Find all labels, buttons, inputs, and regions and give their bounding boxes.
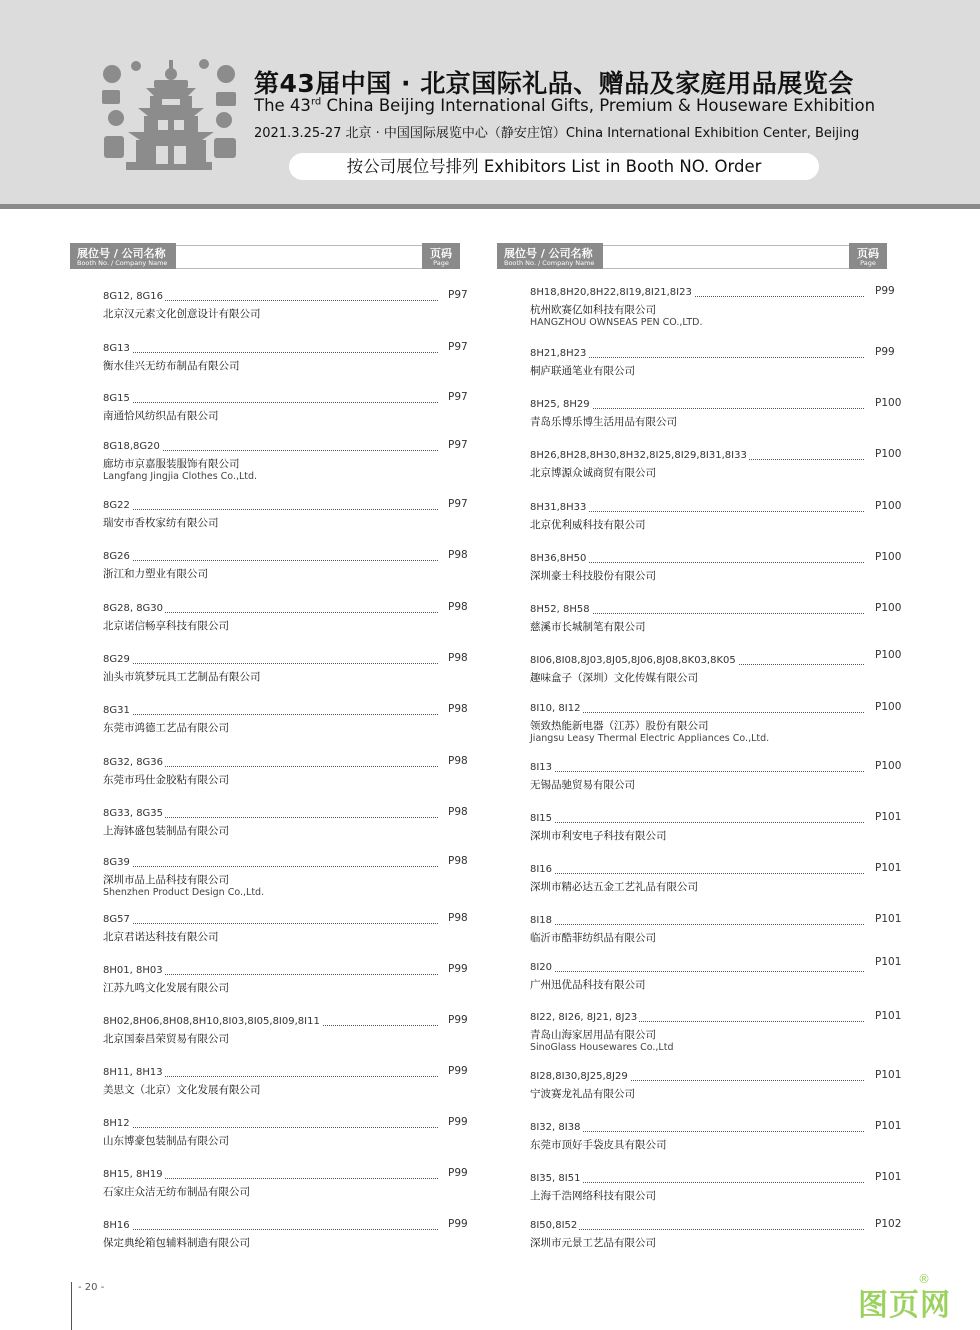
exhibition-logo-icon	[96, 52, 242, 176]
company-name-en: Jiangsu Leasy Thermal Electric Appliances Co.,Ltd.	[530, 733, 770, 744]
exhibitor-entry	[530, 604, 915, 648]
booth-number: 8I13	[530, 762, 553, 773]
company-name-cn: 瑞安市香枚家纺有限公司	[103, 517, 219, 529]
header-divider	[0, 204, 980, 209]
exhibitor-entry	[530, 1122, 915, 1166]
company-name-cn: 深圳市元景工艺品有限公司	[530, 1237, 656, 1249]
company-name-cn: 美思文（北京）文化发展有限公司	[103, 1084, 261, 1096]
page-ref: P99	[448, 1218, 468, 1230]
booth-number: 8H36,8H50	[530, 553, 587, 564]
booth-number: 8G31	[103, 705, 130, 716]
booth-number: 8H26,8H28,8H30,8H32,8I25,8I29,8I31,8I33	[530, 450, 747, 461]
page-ref: P97	[448, 439, 468, 451]
booth-number: 8I22, 8I26, 8J21, 8J23	[530, 1012, 638, 1023]
company-name-en: SinoGlass Housewares Co.,Ltd	[530, 1042, 674, 1053]
page-ref: P101	[875, 913, 902, 925]
booth-number: 8H31,8H33	[530, 502, 587, 513]
company-name-cn: 东莞市玛仕金胶粘有限公司	[103, 774, 229, 786]
watermark-registered-mark: ®	[918, 1272, 930, 1286]
booth-number: 8I16	[530, 864, 553, 875]
company-name-cn: 北京优利威科技有限公司	[530, 519, 646, 531]
page-ref: P98	[448, 806, 468, 818]
dot-leader	[530, 924, 864, 925]
page-ref: P97	[448, 391, 468, 403]
company-name-cn: 深圳市品上品科技有限公司	[103, 874, 229, 886]
dot-leader	[530, 873, 864, 874]
exhibitor-entry	[103, 603, 488, 647]
booth-number: 8H18,8H20,8H22,8I19,8I21,8I23	[530, 287, 692, 298]
exhibitor-entry	[530, 399, 915, 443]
company-name-cn: 东莞市顶好手袋皮具有限公司	[530, 1139, 667, 1151]
booth-number: 8G28, 8G30	[103, 603, 164, 614]
exhibitor-entry	[103, 705, 488, 749]
page-ref: P101	[875, 862, 902, 874]
exhibitor-entry	[103, 757, 488, 801]
exhibitor-entry	[530, 813, 915, 857]
page-ref: P100	[875, 701, 902, 713]
exhibitor-entry	[530, 553, 915, 597]
page-ref: P100	[875, 602, 902, 614]
company-name-en: HANGZHOU OWNSEAS PEN CO.,LTD.	[530, 317, 703, 328]
page-ref: P100	[875, 551, 902, 563]
exhibitor-entry	[103, 291, 488, 335]
exhibitor-entry	[103, 1118, 488, 1162]
page-ref: P100	[875, 649, 902, 661]
company-name-cn: 石家庄众洁无纺布制品有限公司	[103, 1186, 250, 1198]
booth-number: 8H02,8H06,8H08,8H10,8I03,8I05,8I09,8I11	[103, 1016, 320, 1027]
page-ref: P98	[448, 652, 468, 664]
company-name-cn: 杭州欧赛亿如科技有限公司	[530, 304, 656, 316]
booth-number: 8G32, 8G36	[103, 757, 164, 768]
booth-number: 8G12, 8G16	[103, 291, 164, 302]
company-name-cn: 临沂市酷菲纺织品有限公司	[530, 932, 656, 944]
page-ref: P98	[448, 549, 468, 561]
dot-leader	[103, 923, 438, 924]
page-ref: P97	[448, 289, 468, 301]
company-name-cn: 宁波赛龙礼品有限公司	[530, 1088, 635, 1100]
exhibition-title-cn: 第43届中国 · 北京国际礼品、赠品及家庭用品展览会	[254, 69, 854, 98]
page-ref: P97	[448, 341, 468, 353]
page-ref: P99	[448, 1167, 468, 1179]
booth-company-label: 展位号 / 公司名称 Booth No. / Company Name	[70, 243, 176, 269]
booth-number: 8H52, 8H58	[530, 604, 590, 615]
booth-number: 8I15	[530, 813, 553, 824]
dot-leader	[103, 714, 438, 715]
page-ref: P100	[875, 500, 902, 512]
booth-number: 8G26	[103, 551, 130, 562]
header-spacer	[603, 245, 849, 269]
exhibitor-entry	[530, 1173, 915, 1217]
exhibitor-entry	[530, 762, 915, 806]
exhibitor-entry	[530, 1071, 915, 1115]
page-ref: P99	[448, 1014, 468, 1026]
company-name-cn: 深圳豪士科技股份有限公司	[530, 570, 656, 582]
company-name-cn: 北京汉元素文化创意设计有限公司	[103, 308, 261, 320]
dot-leader	[103, 866, 438, 867]
booth-number: 8H16	[103, 1220, 130, 1231]
company-name-cn: 保定典纶箱包辅料制造有限公司	[103, 1237, 250, 1249]
page-ref: P101	[875, 1069, 902, 1081]
company-name-cn: 北京诺信畅享科技有限公司	[103, 620, 229, 632]
dot-leader	[530, 822, 864, 823]
exhibitor-entry	[530, 1012, 915, 1056]
exhibitor-entry	[530, 864, 915, 908]
booth-number: 8I20	[530, 962, 553, 973]
dot-leader	[530, 771, 864, 772]
page-ref: P97	[448, 498, 468, 510]
page-ref: P101	[875, 811, 902, 823]
booth-number: 8H21,8H23	[530, 348, 587, 359]
page-ref: P99	[875, 346, 895, 358]
company-name-cn: 北京君诺达科技有限公司	[103, 931, 219, 943]
company-name-cn: 上海钵盛包装制品有限公司	[103, 825, 229, 837]
booth-number: 8H11, 8H13	[103, 1067, 163, 1078]
page-ref: P99	[875, 285, 895, 297]
booth-number: 8H01, 8H03	[103, 965, 163, 976]
company-name-cn: 深圳市利安电子科技有限公司	[530, 830, 667, 842]
company-name-cn: 青岛乐博乐博生活用品有限公司	[530, 416, 677, 428]
booth-number: 8H12	[103, 1118, 130, 1129]
dot-leader	[103, 509, 438, 510]
booth-number: 8G22	[103, 500, 130, 511]
booth-number: 8H25, 8H29	[530, 399, 590, 410]
right-column-header	[497, 243, 887, 269]
dot-leader	[103, 1229, 438, 1230]
booth-number: 8G13	[103, 343, 130, 354]
company-name-cn: 廊坊市京嘉服装服饰有限公司	[103, 458, 240, 470]
exhibitor-entry	[103, 500, 488, 544]
page-ref: P101	[875, 1010, 902, 1022]
company-name-cn: 上海千浩网络科技有限公司	[530, 1190, 656, 1202]
booth-number: 8I32, 8I38	[530, 1122, 581, 1133]
dot-leader	[103, 1127, 438, 1128]
page-ref: P98	[448, 912, 468, 924]
exhibitor-entry	[103, 808, 488, 852]
booth-number: 8I28,8I30,8J25,8J29	[530, 1071, 628, 1082]
dot-leader	[103, 560, 438, 561]
page-ref: P98	[448, 601, 468, 613]
booth-number: 8G18,8G20	[103, 441, 160, 452]
exhibitor-entry	[103, 343, 488, 387]
page-label: 页码 Page	[849, 243, 887, 269]
left-column-header	[70, 243, 460, 269]
booth-number: 8H15, 8H19	[103, 1169, 163, 1180]
exhibitor-entry	[103, 1016, 488, 1060]
booth-number: 8G15	[103, 393, 130, 404]
booth-number: 8I10, 8I12	[530, 703, 581, 714]
exhibitor-entry	[103, 1169, 488, 1213]
booth-number: 8I18	[530, 915, 553, 926]
company-name-cn: 趣味盒子（深圳）文化传媒有限公司	[530, 672, 698, 684]
exhibitor-entry	[103, 1220, 488, 1264]
page-ref: P98	[448, 755, 468, 767]
page-ref: P101	[875, 1120, 902, 1132]
page-ref: P98	[448, 703, 468, 715]
header-spacer	[176, 245, 422, 269]
page-ref: P102	[875, 1218, 902, 1230]
page-ref: P100	[875, 760, 902, 772]
company-name-cn: 北京国泰昌荣贸易有限公司	[103, 1033, 229, 1045]
company-name-cn: 深圳市精必达五金工艺礼品有限公司	[530, 881, 698, 893]
page-ref: P98	[448, 855, 468, 867]
exhibitor-entry	[530, 287, 915, 331]
exhibitor-entry	[103, 551, 488, 595]
page-ref: P101	[875, 956, 902, 968]
booth-number: 8G33, 8G35	[103, 808, 164, 819]
page-label: 页码 Page	[422, 243, 460, 269]
page-ref: P99	[448, 1116, 468, 1128]
dot-leader	[530, 1229, 864, 1230]
exhibitor-entry	[103, 1067, 488, 1111]
exhibitor-entry	[530, 649, 915, 699]
booth-number: 8I06,8I08,8J03,8J05,8J06,8J08,8K03,8K05	[530, 655, 736, 666]
exhibitor-entry	[530, 502, 915, 546]
booth-number: 8I50,8I52	[530, 1220, 578, 1231]
company-name-cn: 桐庐联通笔业有限公司	[530, 365, 635, 377]
company-name-cn: 北京博源众诚商贸有限公司	[530, 467, 656, 479]
exhibitor-entry	[103, 857, 488, 901]
footer-rule	[71, 1282, 72, 1330]
company-name-cn: 汕头市筑梦玩具工艺制品有限公司	[103, 671, 261, 683]
company-name-cn: 山东博豪包装制品有限公司	[103, 1135, 229, 1147]
dot-leader	[103, 352, 438, 353]
dot-leader	[530, 971, 864, 972]
list-order-label: 按公司展位号排列 Exhibitors List in Booth NO. Order	[289, 153, 819, 180]
page-ref: P99	[448, 1065, 468, 1077]
company-name-cn: 浙江和力塑业有限公司	[103, 568, 208, 580]
page-number: - 20 -	[78, 1282, 105, 1293]
exhibitor-entry	[103, 654, 488, 698]
booth-company-label: 展位号 / 公司名称 Booth No. / Company Name	[497, 243, 603, 269]
exhibition-date-venue: 2021.3.25-27 北京 · 中国国际展览中心（静安庄馆）China International Exhibition Center, Beijing	[254, 126, 860, 141]
dot-leader	[103, 402, 438, 403]
exhibitor-entry	[530, 450, 915, 494]
company-name-cn: 广州迅优品科技有限公司	[530, 979, 646, 991]
company-name-cn: 无锡品驰贸易有限公司	[530, 779, 635, 791]
page-ref: P99	[448, 963, 468, 975]
company-name-cn: 南通恰风纺织品有限公司	[103, 410, 219, 422]
exhibitor-entry	[103, 393, 488, 437]
booth-number: 8G39	[103, 857, 130, 868]
booth-number: 8G57	[103, 914, 130, 925]
exhibitor-entry	[530, 703, 915, 747]
exhibitor-entry	[530, 956, 915, 1006]
company-name-cn: 领致热能新电器（江苏）股份有限公司	[530, 720, 709, 732]
company-name-cn: 衡水佳兴无纺布制品有限公司	[103, 360, 240, 372]
company-name-cn: 青岛山海家居用品有限公司	[530, 1029, 656, 1041]
exhibitor-entry	[530, 1220, 915, 1264]
company-name-en: Langfang Jingjia Clothes Co.,Ltd.	[103, 471, 258, 482]
company-name-en: Shenzhen Product Design Co.,Ltd.	[103, 887, 265, 898]
dot-leader	[103, 663, 438, 664]
exhibitor-entry	[530, 348, 915, 392]
page-ref: P100	[875, 448, 902, 460]
company-name-cn: 慈溪市长城制笔有限公司	[530, 621, 646, 633]
exhibition-title-en: The 43rd China Beijing International Gifts, Premium & Houseware Exhibition	[254, 96, 876, 115]
page-ref: P101	[875, 1171, 902, 1183]
company-name-cn: 江苏九鸣文化发展有限公司	[103, 982, 229, 994]
booth-number: 8I35, 8I51	[530, 1173, 581, 1184]
exhibitor-entry	[103, 441, 488, 485]
company-name-cn: 东莞市鸿德工艺品有限公司	[103, 722, 229, 734]
watermark-logo: 图页网	[858, 1288, 951, 1323]
page-ref: P100	[875, 397, 902, 409]
booth-number: 8G29	[103, 654, 130, 665]
exhibitor-entry	[103, 965, 488, 1009]
exhibitor-entry	[530, 915, 915, 959]
exhibitor-entry	[103, 914, 488, 958]
